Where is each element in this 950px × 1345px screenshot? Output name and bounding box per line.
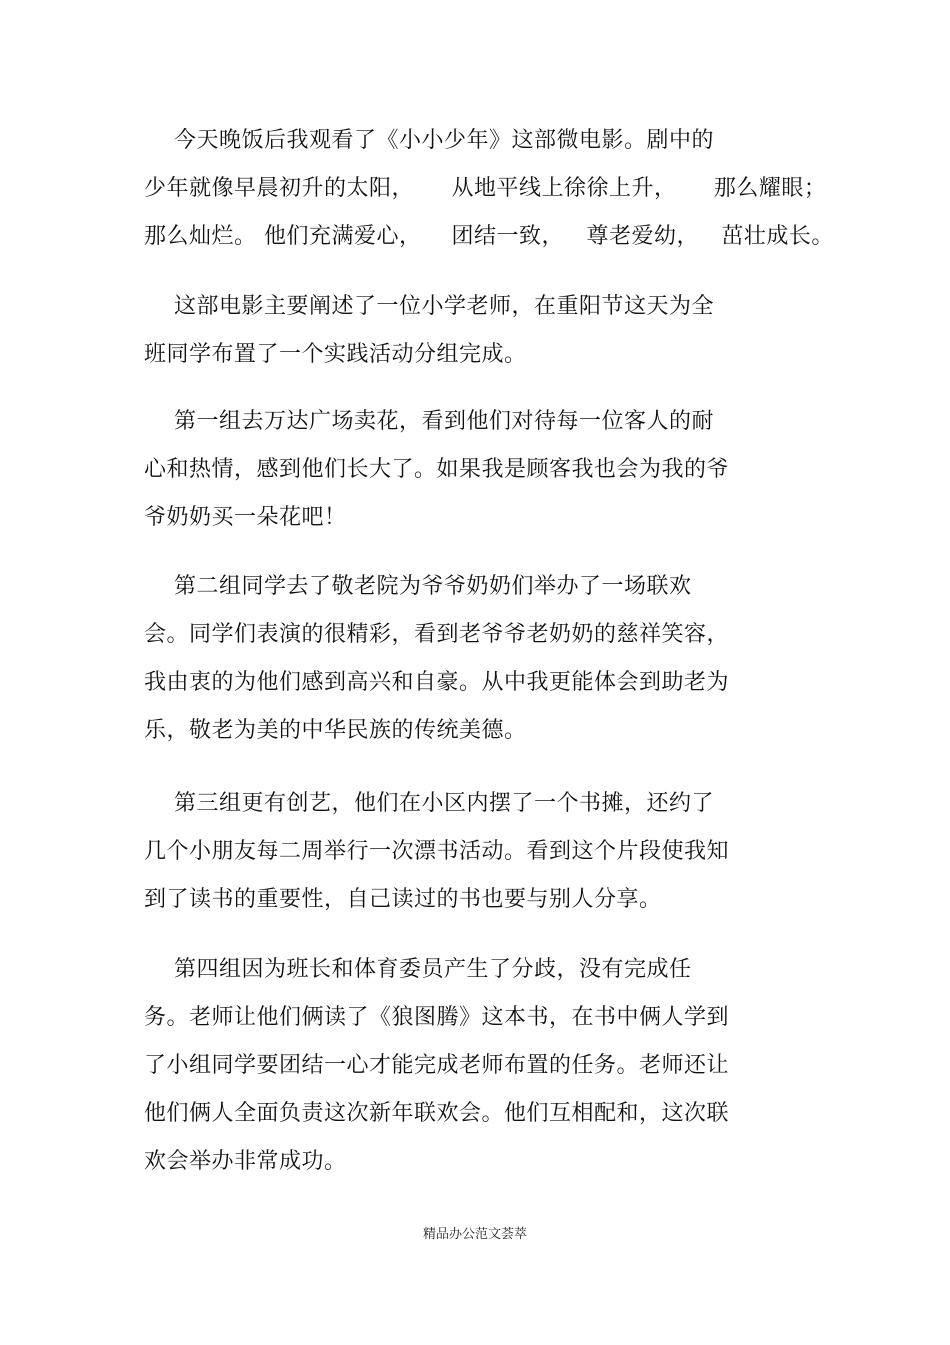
- text-line: 欢会举办非常成功。: [144, 1149, 347, 1174]
- text-line: 第三组更有创艺，他们在小区内摆了一个书摊，还约了: [144, 791, 714, 816]
- text-line: 了小组同学要团结一心才能完成老师布置的任务。老师还让: [144, 1053, 730, 1078]
- text-line: 他们俩人全面负责这次新年联欢会。他们互相配和，这次联: [144, 1101, 730, 1126]
- text-line: 今天晚饭后我观看了《小小少年》这部微电影。剧中的: [144, 128, 714, 153]
- text-line: 会。同学们表演的很精彩，看到老爷爷老奶奶的慈祥笑容，: [144, 622, 730, 647]
- page-footer: 精品办公范文荟萃: [422, 1227, 527, 1242]
- text-line: 这部电影主要阐述了一位小学老师，在重阳节这天为全: [144, 294, 714, 319]
- text-line: 那么灿烂。 他们充满爱心， 团结一致， 尊老爱幼， 茁壮成长。: [144, 224, 834, 249]
- paragraph-intro: [144, 117, 834, 261]
- paragraph-summary: [144, 283, 804, 379]
- text-line: 第四组因为班长和体育委员产生了分歧，没有完成任: [144, 957, 692, 982]
- text-line: 心和热情，感到他们长大了。如果我是顾客我也会为我的爷: [144, 457, 730, 482]
- text-line: 我由衷的为他们感到高兴和自豪。从中我更能体会到助老为: [144, 670, 730, 695]
- text-line: 务。老师让他们俩读了《狼图腾》这本书，在书中俩人学到: [144, 1005, 730, 1030]
- text-line: 班同学布置了一个实践活动分组完成。: [144, 342, 527, 367]
- paragraph-group-one: [144, 398, 804, 542]
- text-line: 到了读书的重要性，自己读过的书也要与别人分享。: [144, 887, 662, 912]
- paragraph-group-four: [144, 946, 804, 1186]
- text-line: 第一组去万达广场卖花，看到他们对待每一位客人的耐: [144, 409, 714, 434]
- text-line: 乐，敬老为美的中华民族的传统美德。: [144, 718, 527, 743]
- text-line: 几个小朋友每二周举行一次漂书活动。看到这个片段使我知: [144, 839, 730, 864]
- paragraph-group-two: [144, 563, 804, 755]
- text-line: 第二组同学去了敬老院为爷爷奶奶们举办了一场联欢: [144, 574, 692, 599]
- text-line: 少年就像早晨初升的太阳， 从地平线上徐徐上升， 那么耀眼；: [144, 176, 827, 201]
- paragraph-group-three: [144, 780, 804, 924]
- text-line: 爷奶奶买一朵花吧！: [144, 505, 347, 530]
